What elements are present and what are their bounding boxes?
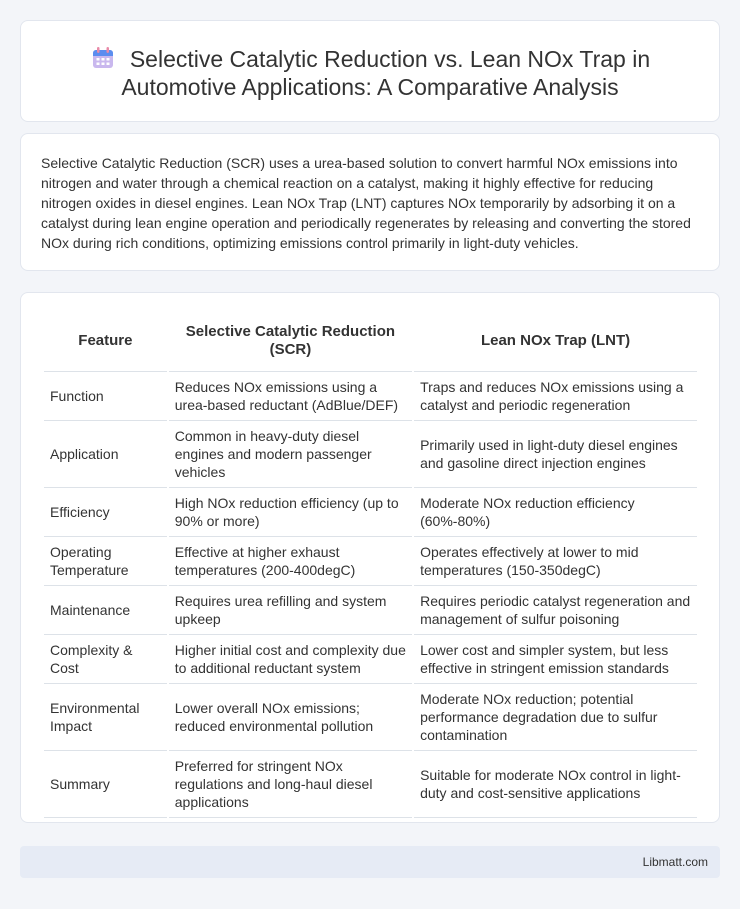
- table-row: [44, 586, 697, 635]
- row-feature: Operating Temperature: [44, 537, 167, 586]
- row-scr: Common in heavy-duty diesel engines and modern passenger vehicles: [169, 421, 412, 488]
- row-feature: Application: [44, 421, 167, 488]
- page-title-text: Selective Catalytic Reduction vs. Lean NOx Trap in Automotive Applications: A Comparative Analysis: [121, 46, 651, 100]
- row-lnt: Lower cost and simpler system, but less effective in stringent emission standards: [414, 635, 697, 684]
- table-row: [44, 488, 697, 537]
- title-card: [20, 20, 720, 122]
- table-row: [44, 421, 697, 488]
- row-scr: Higher initial cost and complexity due to additional reductant system: [169, 635, 412, 684]
- table-row: [44, 372, 697, 421]
- footer: [20, 846, 720, 878]
- row-lnt: Requires periodic catalyst regeneration and management of sulfur poisoning: [414, 586, 697, 635]
- row-scr: Effective at higher exhaust temperatures (200-400degC): [169, 537, 412, 586]
- header-scr: Selective Catalytic Reduction (SCR): [169, 310, 412, 372]
- row-lnt: Operates effectively at lower to mid temperatures (150-350degC): [414, 537, 697, 586]
- row-scr: Preferred for stringent NOx regulations and long-haul diesel applications: [169, 751, 412, 818]
- comparison-table: [42, 310, 699, 818]
- calendar-icon: [90, 45, 116, 71]
- header-lnt: Lean NOx Trap (LNT): [414, 310, 697, 372]
- row-feature: Environmental Impact: [44, 684, 167, 751]
- row-feature: Complexity & Cost: [44, 635, 167, 684]
- table-row: [44, 635, 697, 684]
- table-header-row: [44, 310, 697, 372]
- header-feature: Feature: [44, 310, 167, 372]
- row-scr: Lower overall NOx emissions; reduced environmental pollution: [169, 684, 412, 751]
- table-row: [44, 684, 697, 751]
- row-lnt: Moderate NOx reduction efficiency (60%-80%): [414, 488, 697, 537]
- row-feature: Maintenance: [44, 586, 167, 635]
- footer-brand[interactable]: Libmatt.com: [642, 855, 708, 869]
- intro-card: [20, 133, 720, 271]
- table-row: [44, 751, 697, 818]
- row-lnt: Suitable for moderate NOx control in light-duty and cost-sensitive applications: [414, 751, 697, 818]
- table-row: [44, 537, 697, 586]
- row-lnt: Primarily used in light-duty diesel engines and gasoline direct injection engines: [414, 421, 697, 488]
- row-scr: Reduces NOx emissions using a urea-based reductant (AdBlue/DEF): [169, 372, 412, 421]
- row-feature: Function: [44, 372, 167, 421]
- row-feature: Efficiency: [44, 488, 167, 537]
- row-lnt: Traps and reduces NOx emissions using a catalyst and periodic regeneration: [414, 372, 697, 421]
- intro-paragraph: Selective Catalytic Reduction (SCR) uses a urea-based solution to convert harmful NOx emissions into nitrogen and water through a chemical reaction on a catalyst, making it highly effective for reducing nitrogen oxides in diesel engines. Lean NOx Trap (LNT) captures NOx temporarily by adsorbing it on a catalyst during lean engine operation and periodically regenerates by releasing and converting the stored NOx during rich conditions, optimizing emissions control primarily in light-duty vehicles.: [41, 155, 691, 251]
- comparison-table-card: [20, 292, 720, 823]
- row-scr: Requires urea refilling and system upkeep: [169, 586, 412, 635]
- page-title: [51, 45, 689, 101]
- row-lnt: Moderate NOx reduction; potential performance degradation due to sulfur contamination: [414, 684, 697, 751]
- row-feature: Summary: [44, 751, 167, 818]
- row-scr: High NOx reduction efficiency (up to 90% or more): [169, 488, 412, 537]
